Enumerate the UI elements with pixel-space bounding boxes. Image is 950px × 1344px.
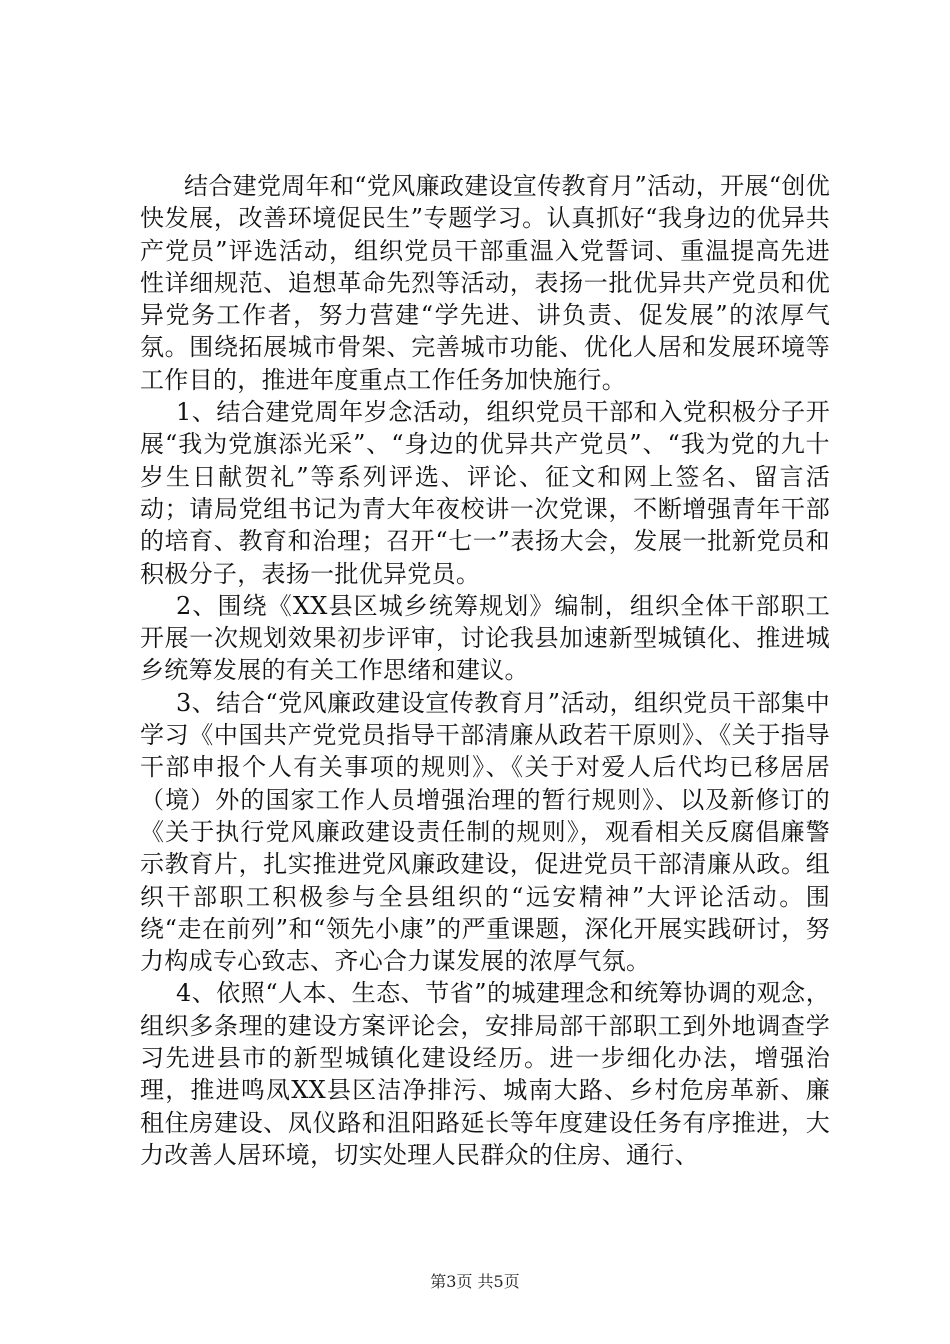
paragraph-item-3: 3、结合“党风廉政建设宣传教育月”活动，组织党员干部集中学习《中国共产党党员指导干部清廉从政若干原则》、《关于指导干部申报个人有关事项的规则》、《关于对爱人后代均已移居居（境）外的国家工作人员增强治理的暂行规则》、以及新修订的《关于执行党风廉政建设责任制的规则》，观看相关反腐倡廉警示教育片，扎实推进党风廉政建设，促进党员干部清廉从政。组织干部职工积极参与全县组织的“远安精神”大评论活动。围绕“走在前列”和“领先小康”的严重课题，深化开展实践研讨，努力构成专心致志、齐心合力谋发展的浓厚气氛。 [140, 688, 830, 976]
paragraph-item-2: 2、围绕《XX县区城乡统筹规划》编制，组织全体干部职工开展一次规划效果初步评审，讨论我县加速新型城镇化、推进城乡统筹发展的有关工作思绪和建议。 [140, 591, 830, 685]
paragraph-intro: 结合建党周年和“党风廉政建设宣传教育月”活动，开展“创优快发展，改善环境促民生”专题学习。认真抓好“我身边的优异共产党员”评选活动，组织党员干部重温入党誓词、重温提高先进性详细规范、追想革命先烈等活动，表扬一批优异共产党员和优异党务工作者，努力营建“学先进、讲负责、促发展”的浓厚气氛。围绕拓展城市骨架、完善城市功能、优化人居和发展环境等工作目的，推进年度重点工作任务加快施行。 [140, 172, 830, 394]
paragraph-item-1: 1、结合建党周年岁念活动，组织党员干部和入党积极分子开展“我为党旗添光采”、“身边的优异共产党员”、“我为党的九十岁生日献贺礼”等系列评选、评论、征文和网上签名、留言活动；请局党组书记为青大年夜校讲一次党课，不断增强青年干部的培育、教育和治理；召开“七一”表扬大会，发展一批新党员和积极分子，表扬一批优异党员。 [140, 398, 830, 588]
document-body [140, 170, 830, 1171]
page-footer: 第3页 共5页 [430, 1272, 520, 1291]
paragraph-item-4: 4、依照“人本、生态、节省”的城建理念和统筹协调的观念，组织多条理的建设方案评论会，安排局部干部职工到外地调查学习先进县市的新型城镇化建设经历。进一步细化办法，增强治理，推进鸣凤XX县区洁净排污、城南大路、乡村危房革新、廉租住房建设、凤仪路和沮阳路延长等年度建设任务有序推进，大力改善人居环境，切实处理人民群众的住房、通行、 [140, 979, 830, 1169]
